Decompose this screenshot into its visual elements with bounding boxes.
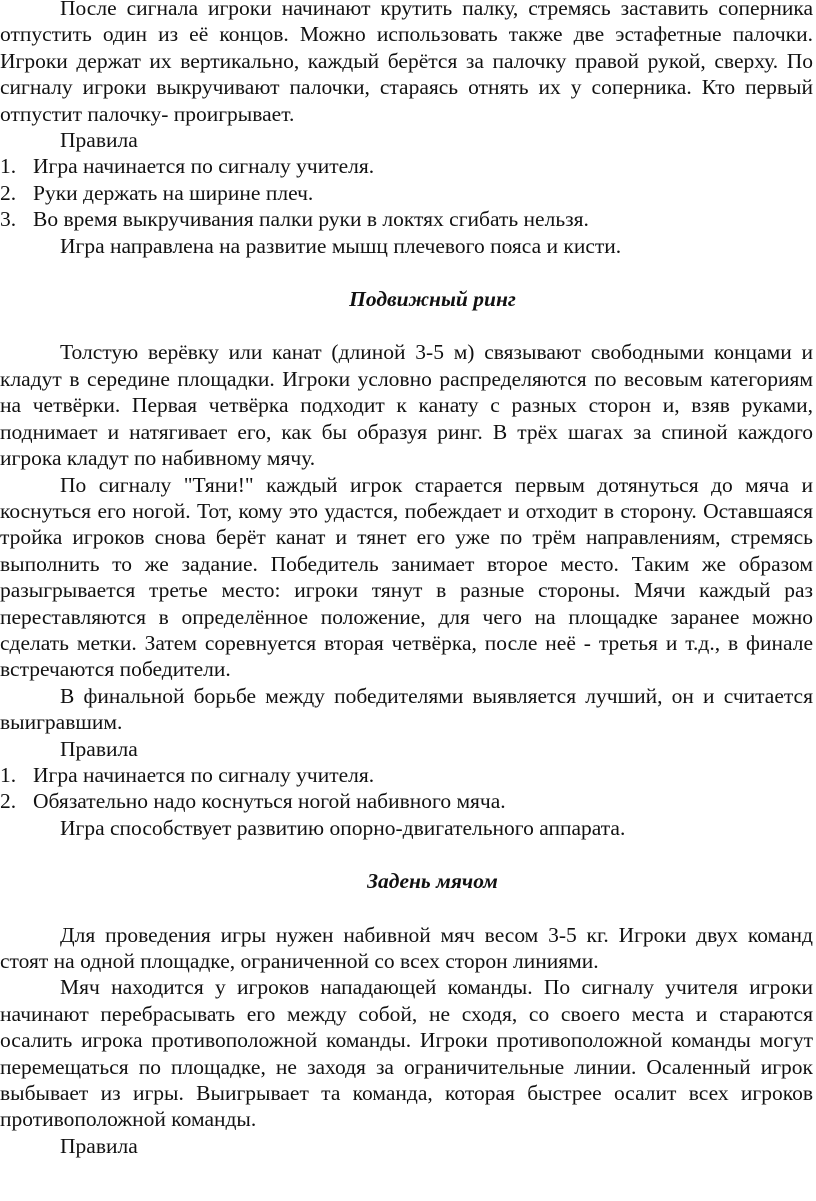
list-number: 1. bbox=[0, 762, 17, 787]
list-number: 3. bbox=[0, 207, 17, 232]
rules-label: Правила bbox=[60, 128, 138, 153]
list-item bbox=[0, 206, 813, 232]
list-item-text: Руки держать на ширине плеч. bbox=[33, 180, 314, 205]
list-number: 1. bbox=[0, 154, 17, 179]
section-title: Задень мячом bbox=[367, 869, 498, 894]
purpose-note: Игра способствует развитию опорно-двигательного аппарата. bbox=[60, 815, 626, 840]
section-title: Подвижный ринг bbox=[349, 287, 516, 312]
paragraph: Мяч находится у игроков нападающей команды. По сигналу учителя игроки начинают перебрасывать его между собой, не сходя, со своего места и стараются осалить игрока противоположной команды. Игроки противоположной команды могут перемещаться по площадке, не заходя за ограничительные линии. Осаленный игрок выбывает из игры. Выигрывает та команда, которая быстрее осалит всех игроков противоположной команды. bbox=[0, 975, 813, 1132]
list-number: 2. bbox=[0, 789, 17, 814]
list-item bbox=[0, 762, 813, 788]
rules-label: Правила bbox=[60, 736, 138, 761]
paragraph: Для проведения игры нужен набивной мяч весом 3-5 кг. Игроки двух команд стоят на одной площадке, ограниченной со всех сторон линиями. bbox=[0, 922, 813, 973]
list-item-text: Во время выкручивания палки руки в локтях сгибать нельзя. bbox=[33, 207, 589, 232]
list-item bbox=[0, 180, 813, 206]
list-item bbox=[0, 788, 813, 814]
rules-list bbox=[0, 762, 813, 815]
purpose-note: Игра направлена на развитие мышц плечевого пояса и кисти. bbox=[60, 233, 622, 258]
paragraph: В финальной борьбе между победителями выявляется лучший, он и считается выигравшим. bbox=[0, 683, 813, 735]
list-item-text: Игра начинается по сигналу учителя. bbox=[33, 154, 375, 179]
list-number: 2. bbox=[0, 180, 17, 205]
paragraph: По сигналу "Тяни!" каждый игрок старается первым дотянуться до мяча и коснуться его ногой. Тот, кому это удастся, побеждает и отходит в сторону. Оставшаяся тройка игроков снова берёт канат и тянет его уже по трём направлениям, стремясь выполнить то же задание. Победитель занимает второе место. Таким же образом разыгрывается третье место: игроки тянут в разные стороны. Мячи каждый раз переставляются в определённое положение, для чего на площадке заранее можно сделать метки. Затем соревнуется вторая четвёрка, после неё - третья и т.д., в финале встречаются победители. bbox=[0, 472, 813, 682]
rules-label: Правила bbox=[60, 1133, 138, 1158]
list-item-text: Игра начинается по сигналу учителя. bbox=[33, 762, 375, 787]
rules-list bbox=[0, 153, 813, 232]
list-item-text: Обязательно надо коснуться ногой набивного мяча. bbox=[33, 789, 506, 814]
paragraph: Толстую верёвку или канат (длиной 3-5 м) связывают свободными концами и кладут в середине площадки. Игроки условно распределяются по весовым категориям на четвёрки. Первая четвёрка подходит к канату с разных сторон и, взяв руками, поднимает и натягивает его, как бы образуя ринг. В трёх шагах за спиной каждого игрока кладут по набивному мячу. bbox=[0, 340, 813, 471]
list-item bbox=[0, 153, 813, 179]
paragraph: После сигнала игроки начинают крутить палку, стремясь заставить соперника отпустить один из её концов. Можно использовать также две эстафетные палочки. Игроки держат их вертикально, каждый берётся за палочку правой рукой, сверху. По сигналу игроки выкручивают палочки, стараясь отнять их у соперника. Кто первый отпустит палочку- проигрывает. bbox=[0, 0, 813, 126]
